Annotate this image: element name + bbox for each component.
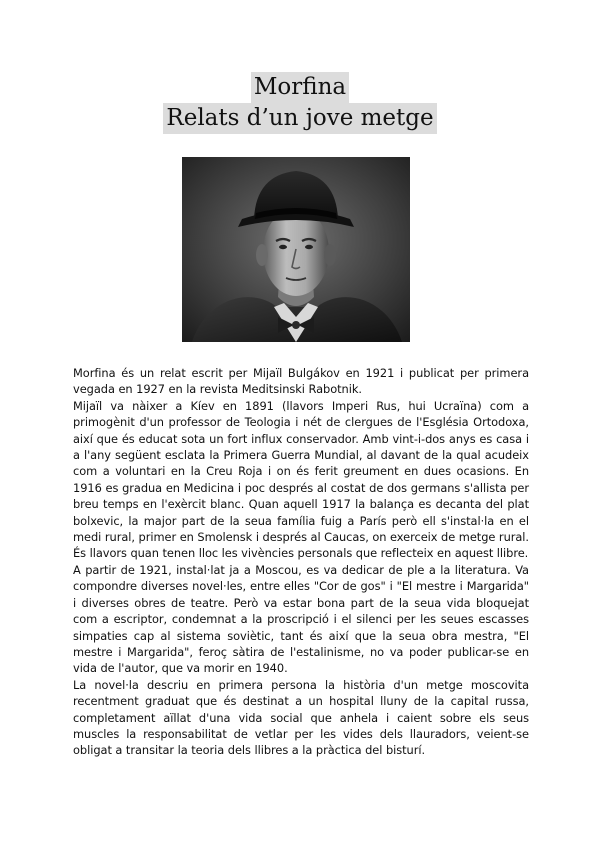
body-text	[73, 365, 529, 759]
title-line-1: Morfina	[251, 72, 349, 103]
paragraph-biography: Mijaïl va nàixer a Kíev en 1891 (llavors Imperi Rus, hui Ucraïna) com a primogènit d'un professor de Teologia i nét de clergues de l'Església Ortodoxa, així que és educat sota un fort influx conservador. Amb vint-i-dos anys es casa i a l'any següent esclata la Primera Guerra Mundial, al davant de la qual acudeix com a voluntari en la Creu Roja i on és ferit greument en dues ocasions. En 1916 es gradua en Medicina i poc després al costat de dos germans s'allista per breu temps en l'exèrcit blanc. Quan aquell 1917 la balança es decanta del plat bolxevic, la major part de la seua família fuig a París però ell s'instal·la en el medi rural, primer en Smolensk i després al Caucas, on exerceix de metge rural. És llavors quan tenen lloc les vivències personals que reflecteix en aquest llibre.	[73, 398, 529, 561]
paragraph-literary-career: A partir de 1921, instal·lat ja a Moscou, es va dedicar de ple a la literatura. Va compondre diverses novel·les, entre elles "Cor de gos" i "El mestre i Margarida" i diverses obres de teatre. Però va estar bona part de la seua vida bloquejat com a escriptor, condemnat a la proscripció i el silenci per les seues escasses simpaties cap al sistema soviètic, tant és així que la seua obra mestra, "El mestre i Margarida", feroç sàtira de l'estalinisme, no va poder publicar-se en vida de l'autor, que va morir en 1940.	[73, 562, 529, 676]
author-portrait-photo	[182, 157, 410, 342]
document-title	[0, 72, 600, 134]
paragraph-novel-summary: La novel·la descriu en primera persona la història d'un metge moscovita recentment graduat que és destinat a un hospital lluny de la capital russa, completament aïllat d'una vida social que anhela i caient sobre els seus muscles la responsabilitat de vetlar per les vides dels llauradors, veient-se obligat a transitar la teoria dels llibres a la pràctica del bisturí.	[73, 677, 529, 758]
title-line-2: Relats d’un jove metge	[163, 103, 436, 134]
paragraph-intro: Morfina és un relat escrit per Mijaïl Bulgákov en 1921 i publicat per primera vegada en 1927 en la revista Meditsinski Rabotnik.	[73, 366, 529, 397]
